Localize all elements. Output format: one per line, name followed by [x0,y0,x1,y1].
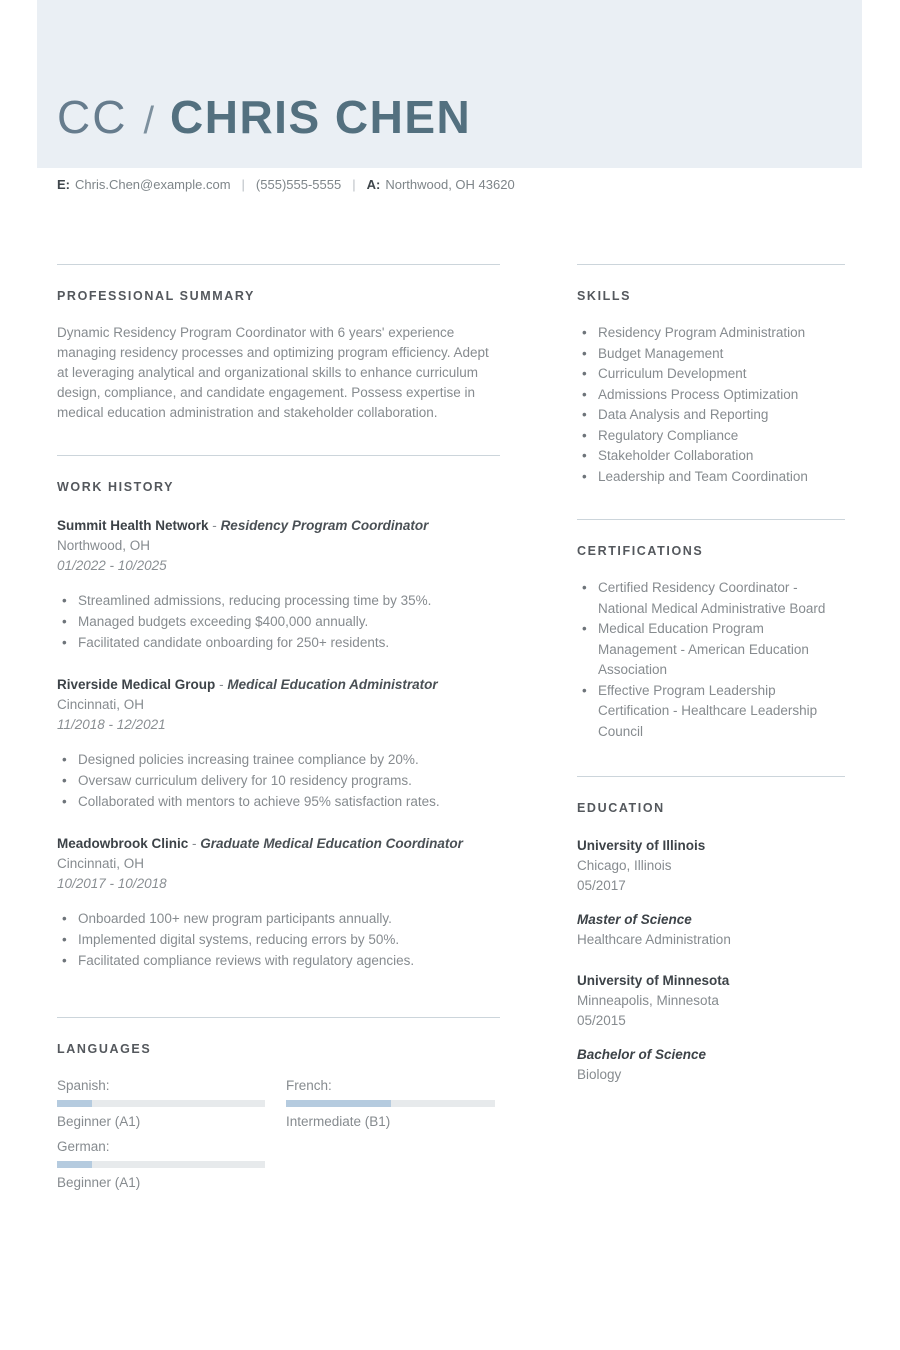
degree-block [577,910,845,950]
candidate-name: CHRIS CHEN [170,91,472,143]
certification-item: • Effective Program Leadership Certification - Healthcare Leadership Council [577,681,845,743]
language-progress-fill [57,1161,92,1168]
language-level: Beginner (A1) [57,1114,141,1129]
job-dates: 10/2017 - 10/2018 [57,876,167,891]
institution-location: Minneapolis, Minnesota [577,993,719,1008]
name-separator-slash: / [143,100,155,142]
email-label: E: [57,177,70,192]
certification-item: • Certified Residency Coordinator - National Medical Administrative Board [577,578,845,619]
job-heading [57,675,500,695]
job-bullet: • Managed budgets exceeding $400,000 annually. [57,611,500,632]
section-divider [57,1017,500,1018]
job-bullet: • Collaborated with mentors to achieve 95% satisfaction rates. [57,791,500,812]
institution-name: University of Minnesota [577,973,730,988]
job-location: Northwood, OH [57,538,151,553]
degree-field: Healthcare Administration [577,932,731,947]
language-progress-fill [286,1100,391,1107]
language-level: Beginner (A1) [57,1175,141,1190]
job-bullet: • Facilitated candidate onboarding for 250+ residents. [57,632,500,653]
contact-line [57,177,515,192]
institution-location: Chicago, Illinois [577,858,672,873]
section-divider [577,776,845,777]
job-bullet: • Facilitated compliance reviews with regulatory agencies. [57,950,500,971]
job-dates: 01/2022 - 10/2025 [57,558,167,573]
job-dates: 11/2018 - 12/2021 [57,717,166,732]
job-bullet-list [57,908,500,971]
work-history-section-title: WORK HISTORY [57,480,175,494]
graduation-date: 05/2017 [577,878,626,893]
section-divider [57,455,500,456]
section-divider [57,264,500,265]
certification-item: • Medical Education Program Management - American Education Association [577,619,845,681]
job-entry [57,675,500,812]
email-value: Chris.Chen@example.com [75,177,231,192]
skills-list [577,323,845,487]
summary-text: Dynamic Residency Program Coordinator with 6 years' experience managing residency processes and optimizing program efficiency. Adept at leveraging analytical and organizational skills to enhance curriculum design, compliance, and candidate engagement. Possess expertise in medical education administration and stakeholder collaboration. [57,325,489,420]
job-bullet: • Streamlined admissions, reducing processing time by 35%. [57,590,500,611]
job-location: Cincinnati, OH [57,856,145,871]
job-company: Summit Health Network [57,518,209,533]
languages-grid [57,1078,500,1190]
job-heading [57,834,500,854]
job-dash: - [192,836,197,851]
skill-item: • Curriculum Development [577,364,845,385]
job-bullet: • Onboarded 100+ new program participants annually. [57,908,500,929]
language-entry [57,1139,265,1190]
address-label: A: [366,177,381,192]
header-name-row [57,90,471,144]
job-bullet-list [57,749,500,812]
left-column [57,264,500,1190]
language-progress-fill [57,1100,92,1107]
language-entry [57,1078,265,1129]
skill-item: • Regulatory Compliance [577,426,845,447]
contact-divider: | [241,177,245,192]
degree-name: Master of Science [577,912,692,927]
skill-item: • Admissions Process Optimization [577,385,845,406]
certifications-list [577,578,845,742]
job-dash: - [219,677,224,692]
education-entry [577,971,845,1085]
graduation-date: 05/2015 [577,1013,626,1028]
degree-field: Biology [577,1067,622,1082]
address-value: Northwood, OH 43620 [385,177,515,192]
summary-section-title: PROFESSIONAL SUMMARY [57,289,255,303]
section-divider [577,264,845,265]
job-role: Medical Education Administrator [227,677,438,692]
job-bullet: • Oversaw curriculum delivery for 10 residency programs. [57,770,500,791]
language-level: Intermediate (B1) [286,1114,391,1129]
skill-item: • Residency Program Administration [577,323,845,344]
skills-section-title: SKILLS [577,289,632,303]
contact-address [367,177,515,192]
job-bullet: • Designed policies increasing trainee compliance by 20%. [57,749,500,770]
language-entry [286,1078,495,1129]
degree-block [577,1045,845,1085]
skill-item: • Stakeholder Collaboration [577,446,845,467]
languages-section-title: LANGUAGES [57,1042,152,1056]
language-name: Spanish: [57,1078,110,1093]
language-name: French: [286,1078,332,1093]
job-heading [57,516,500,536]
contact-email [57,177,231,192]
job-entry [57,516,500,653]
language-name: German: [57,1139,110,1154]
education-section-title: EDUCATION [577,801,665,815]
degree-name: Bachelor of Science [577,1047,707,1062]
education-entry [577,836,845,950]
contact-divider: | [352,177,356,192]
institution-name: University of Illinois [577,838,706,853]
job-role: Residency Program Coordinator [220,518,429,533]
job-bullet: • Implemented digital systems, reducing errors by 50%. [57,929,500,950]
language-progress-track [57,1161,265,1168]
job-bullet-list [57,590,500,653]
phone-value: (555)555-5555 [255,177,342,192]
language-progress-track [286,1100,495,1107]
skill-item: • Leadership and Team Coordination [577,467,845,488]
section-divider [577,519,845,520]
job-company: Meadowbrook Clinic [57,836,189,851]
job-entry [57,834,500,971]
job-location: Cincinnati, OH [57,697,145,712]
job-role: Graduate Medical Education Coordinator [200,836,463,851]
job-company: Riverside Medical Group [57,677,216,692]
job-dash: - [212,518,217,533]
language-progress-track [57,1100,265,1107]
content-columns [57,264,845,1190]
skill-item: • Data Analysis and Reporting [577,405,845,426]
skill-item: • Budget Management [577,344,845,365]
monogram: CC [57,91,128,143]
right-column [577,264,845,1190]
certifications-section-title: CERTIFICATIONS [577,544,704,558]
